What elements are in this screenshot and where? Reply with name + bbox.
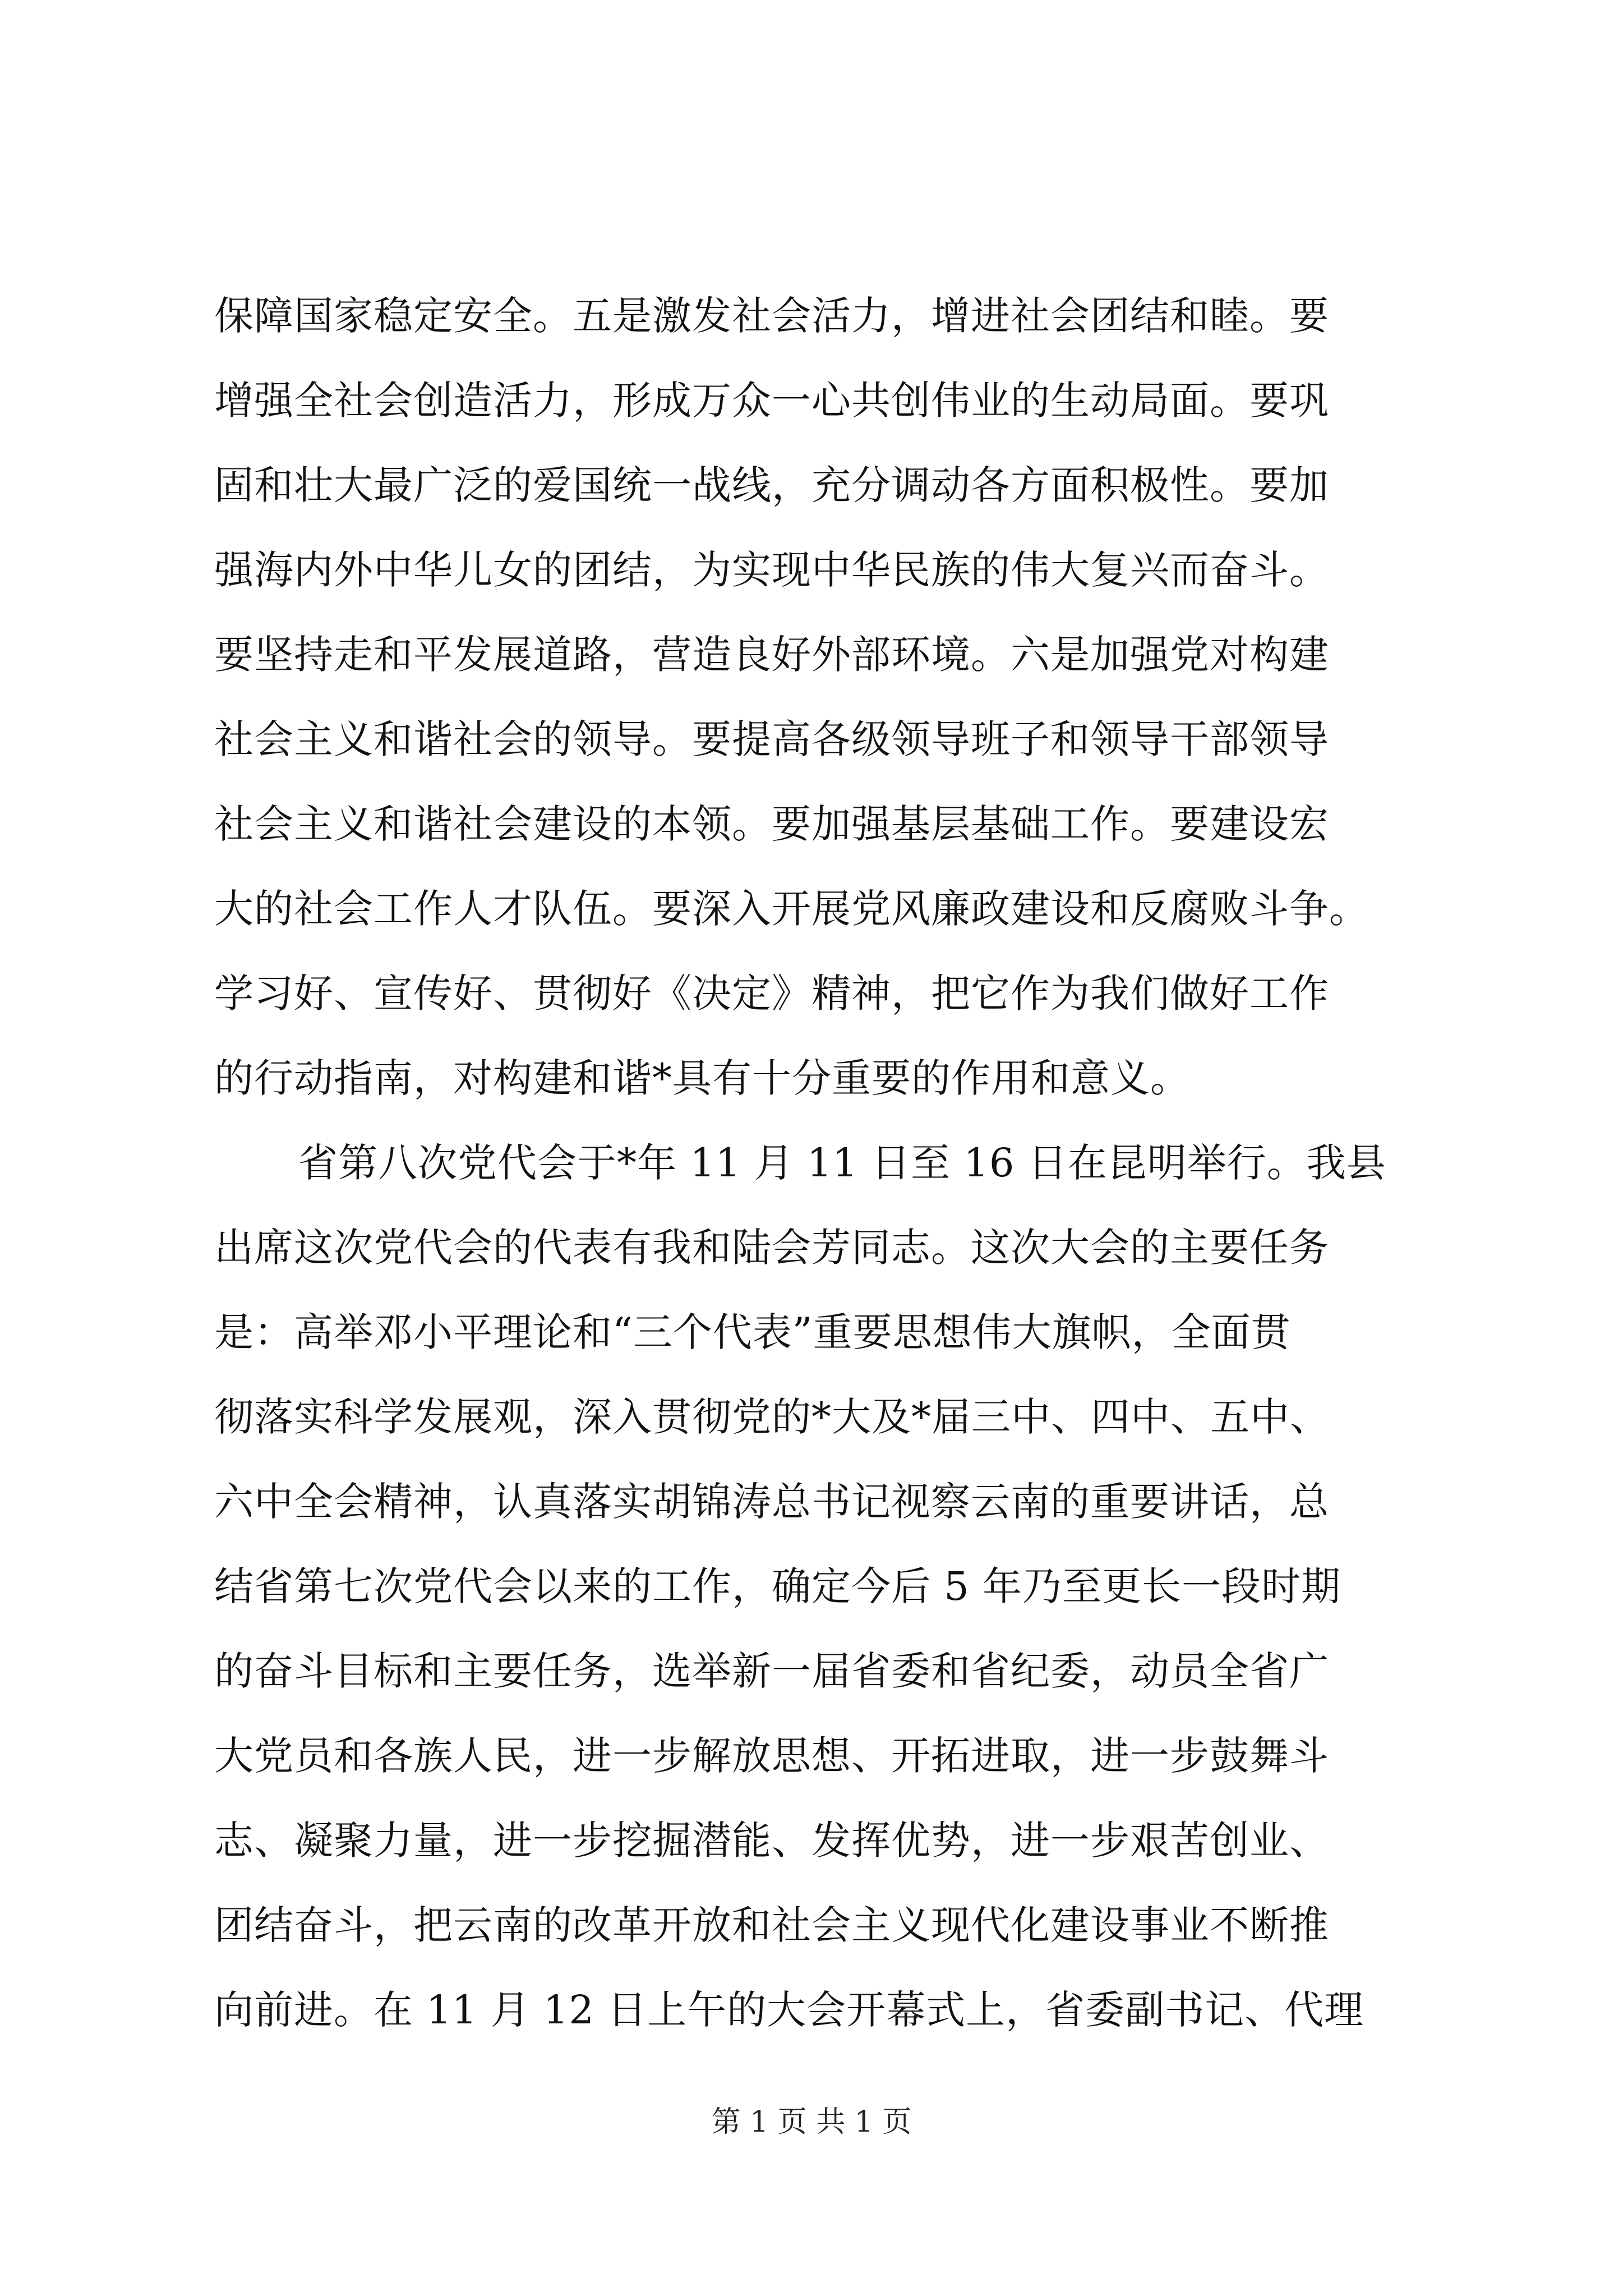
text-line: 社会主义和谐社会建设的本领。要加强基层基础工作。要建设宏 — [214, 801, 1329, 847]
text-line: 彻落实科学发展观，深入贯彻党的*大及*届三中、四中、五中、 — [214, 1394, 1330, 1440]
text-line: 六中全会精神，认真落实胡锦涛总书记视察云南的重要讲话，总 — [214, 1479, 1329, 1525]
text-line: 向前进。在 11 月 12 日上午的大会开幕式上，省委副书记、代理 — [214, 1987, 1364, 2033]
text-line: 固和壮大最广泛的爱国统一战线，充分调动各方面积极性。要加 — [214, 462, 1329, 508]
text-line: 学习好、宣传好、贯彻好《决定》精神，把它作为我们做好工作 — [214, 970, 1329, 1016]
text-line: 出席这次党代会的代表有我和陆会芳同志。这次大会的主要任务 — [214, 1225, 1329, 1271]
text-line: 社会主义和谐社会的领导。要提高各级领导班子和领导干部领导 — [214, 716, 1329, 762]
text-line: 团结奋斗，把云南的改革开放和社会主义现代化建设事业不断推 — [214, 1902, 1329, 1948]
text-line: 保障国家稳定安全。五是激发社会活力，增进社会团结和睦。要 — [214, 293, 1329, 339]
text-line: 要坚持走和平发展道路，营造良好外部环境。六是加强党对构建 — [214, 632, 1329, 678]
text-line: 大党员和各族人民，进一步解放思想、开拓进取，进一步鼓舞斗 — [214, 1733, 1329, 1779]
text-line: 结省第七次党代会以来的工作，确定今后 5 年乃至更长一段时期 — [214, 1563, 1341, 1609]
paragraph-start-line: 省第八次党代会于*年 11 月 11 日至 16 日在昆明举行。我县 — [298, 1140, 1386, 1186]
text-line: 的奋斗目标和主要任务，选举新一届省委和省纪委，动员全省广 — [214, 1648, 1329, 1694]
document-body — [214, 274, 1417, 2053]
text-line: 大的社会工作人才队伍。要深入开展党风廉政建设和反腐败斗争。 — [214, 886, 1369, 932]
page-number-footer: 第 1 页 共 1 页 — [711, 2105, 912, 2139]
text-line: 的行动指南，对构建和谐*具有十分重要的作用和意义。 — [214, 1055, 1190, 1101]
text-line: 是：高举邓小平理论和“三个代表”重要思想伟大旗帜，全面贯 — [214, 1309, 1291, 1355]
text-line: 志、凝聚力量，进一步挖掘潜能、发挥优势，进一步艰苦创业、 — [214, 1818, 1329, 1864]
text-line: 强海内外中华儿女的团结，为实现中华民族的伟大复兴而奋斗。 — [214, 547, 1329, 593]
text-line: 增强全社会创造活力，形成万众一心共创伟业的生动局面。要巩 — [214, 378, 1329, 424]
